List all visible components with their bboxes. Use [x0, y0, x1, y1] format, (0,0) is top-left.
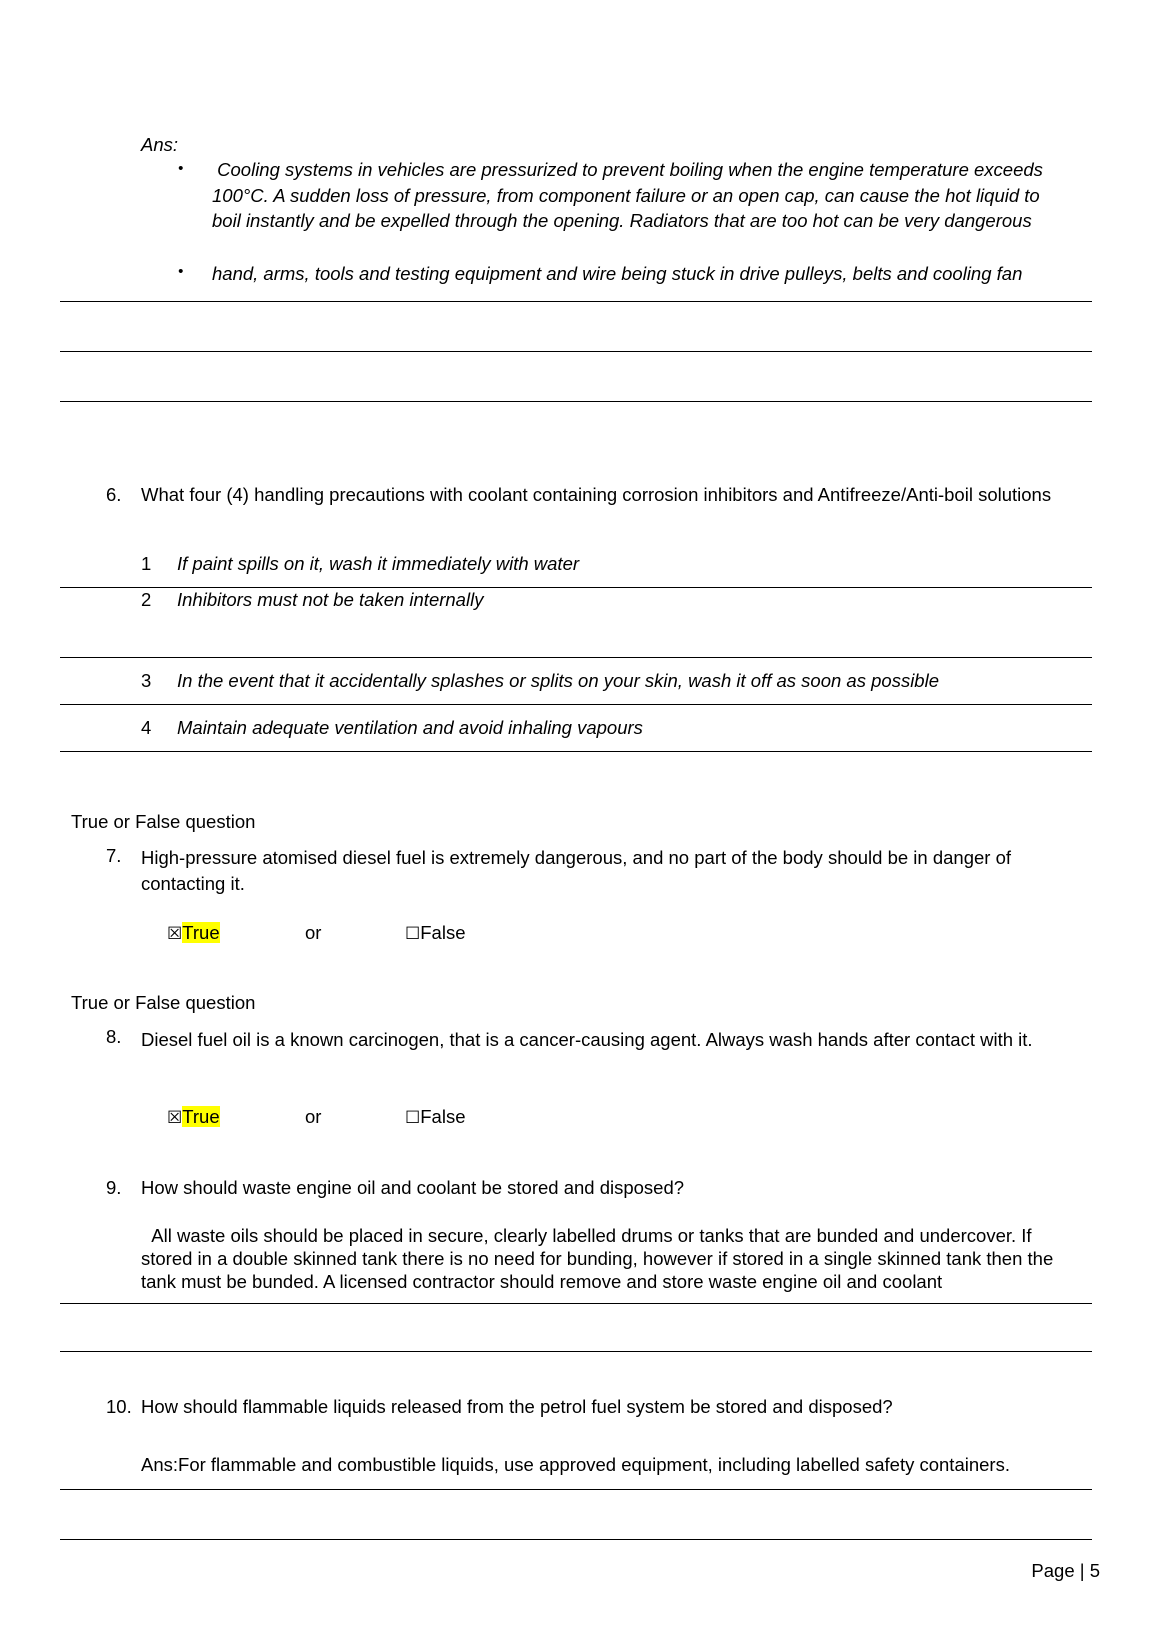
answer-text: Maintain adequate ventilation and avoid inhaling vapours [177, 717, 643, 738]
bullet-icon: • [178, 263, 184, 280]
question-text: How should waste engine oil and coolant be stored and disposed? [141, 1177, 685, 1198]
true-label: True [182, 922, 220, 943]
answer-line [60, 1489, 1092, 1490]
false-option[interactable] [405, 922, 466, 944]
true-label: True [182, 1106, 220, 1127]
answer-line [60, 351, 1092, 352]
true-option[interactable] [167, 1106, 220, 1128]
false-label: False [420, 922, 466, 943]
question-number: 7. [106, 845, 122, 866]
answer-bullet-2: hand, arms, tools and testing equipment and wire being stuck in drive pulleys, belts and cooling fan [212, 263, 1023, 284]
answer-number: 1 [141, 553, 152, 574]
answer-line [60, 704, 1092, 705]
answer-line [60, 657, 1092, 658]
answer-bullet-1: Cooling systems in vehicles are pressurized to prevent boiling when the engine temperature exceeds 100°C. A sudden loss of pressure, from component failure or an open cap, can cause the hot liquid to boil instantly and be expelled through the opening. Radiators that are too hot can be very dangerous [212, 159, 1049, 231]
answer-line [60, 301, 1092, 302]
answer-line [60, 1303, 1092, 1304]
question-number: 10. [106, 1396, 132, 1417]
answer-number: 2 [141, 589, 152, 610]
question-text: Diesel fuel oil is a known carcinogen, that is a cancer-causing agent. Always wash hands after contact with it. [141, 1029, 1033, 1050]
unchecked-box-icon[interactable]: ☐ [405, 1108, 421, 1127]
answer-text: Inhibitors must not be taken internally [177, 589, 484, 610]
checked-box-icon[interactable]: ☒ [167, 924, 183, 943]
answer-label: Ans: [141, 134, 179, 155]
answer-line [60, 1351, 1092, 1352]
answer-line [60, 401, 1092, 402]
section-heading: True or False question [71, 992, 256, 1013]
question-number: 9. [106, 1177, 122, 1198]
answer-text: All waste oils should be placed in secure, clearly labelled drums or tanks that are bunded and undercover. If stored in a double skinned tank there is no need for bunding, however if stored in a single skinned tank then the tank must be bunded. A licensed contractor should remove and store waste engine oil and coolant [141, 1225, 1059, 1292]
answer-text: If paint spills on it, wash it immediately with water [177, 553, 580, 574]
answer-line [60, 587, 1092, 588]
page-number: Page | 5 [1031, 1560, 1100, 1581]
checked-box-icon[interactable]: ☒ [167, 1108, 183, 1127]
bullet-icon: • [178, 160, 184, 177]
answer-line [60, 751, 1092, 752]
answer-number: 4 [141, 717, 152, 738]
or-label: or [305, 922, 322, 943]
question-number: 8. [106, 1026, 122, 1047]
question-number: 6. [106, 484, 122, 505]
or-label: or [305, 1106, 322, 1127]
question-text: High-pressure atomised diesel fuel is extremely dangerous, and no part of the body should be in danger of contacting it. [141, 847, 1012, 894]
answer-text: Ans:For flammable and combustible liquids, use approved equipment, including labelled safety containers. [141, 1454, 1010, 1475]
false-option[interactable] [405, 1106, 466, 1128]
question-text: What four (4) handling precautions with coolant containing corrosion inhibitors and Antifreeze/Anti-boil solutions [141, 484, 1052, 505]
unchecked-box-icon[interactable]: ☐ [405, 924, 421, 943]
answer-text: In the event that it accidentally splashes or splits on your skin, wash it off as soon as possible [177, 670, 939, 691]
false-label: False [420, 1106, 466, 1127]
true-option[interactable] [167, 922, 220, 944]
section-heading: True or False question [71, 811, 256, 832]
answer-line [60, 1539, 1092, 1540]
answer-number: 3 [141, 670, 152, 691]
question-text: How should flammable liquids released from the petrol fuel system be stored and disposed? [141, 1396, 893, 1417]
